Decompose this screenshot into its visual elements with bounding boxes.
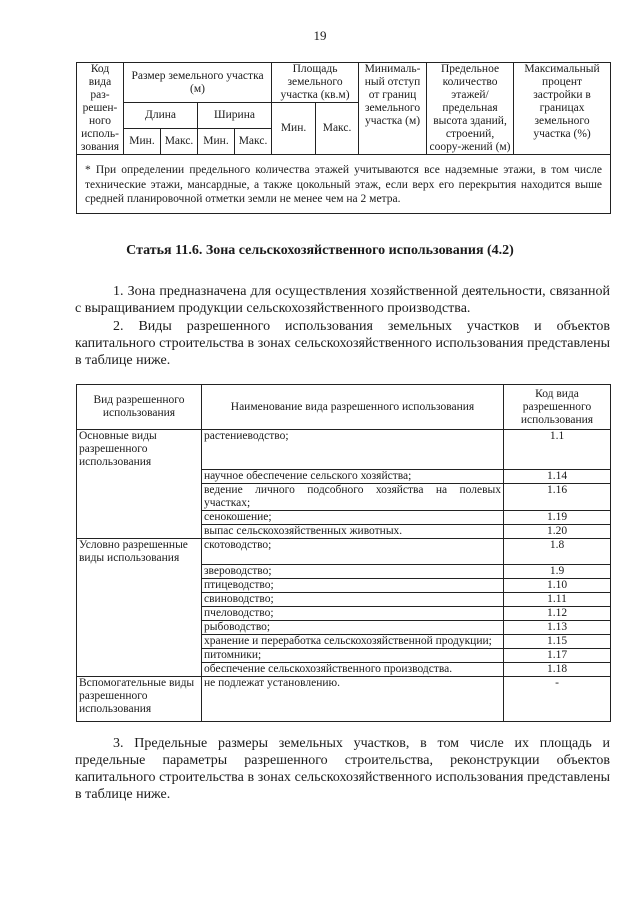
use-code: 1.16 <box>504 483 611 510</box>
width-max-header: Макс. <box>235 129 272 155</box>
use-code: - <box>504 677 611 722</box>
col-area-max-header: Макс. <box>316 103 359 155</box>
use-name: хранение и переработка сельскохозяйственной продукции; <box>202 635 504 649</box>
paragraph-3: 3. Предельные размеры земельных участков, в том числе их площадь и предельные параметры разрешенного строительства, реконструкции объектов капитального строительства в зонах сельскохозяйственного использования представлены в таблице ниже. <box>75 736 610 802</box>
group-cell <box>77 579 202 593</box>
use-name: научное обеспечение сельского хозяйства; <box>202 469 504 483</box>
use-name: пчеловодство; <box>202 607 504 621</box>
use-name: обеспечение сельскохозяйственного производства. <box>202 663 504 677</box>
use-code: 1.15 <box>504 635 611 649</box>
use-name: ведение личного подсобного хозяйства на полевых участках; <box>202 483 504 510</box>
use-code: 1.20 <box>504 524 611 538</box>
use-code: 1.14 <box>504 469 611 483</box>
use-code: 1.18 <box>504 663 611 677</box>
use-name: свиноводство; <box>202 593 504 607</box>
use-name: питомники; <box>202 649 504 663</box>
use-name: рыбоводство; <box>202 621 504 635</box>
width-min-header: Мин. <box>198 129 235 155</box>
col-coverage-header: Максимальный процент застройки в границах земельного участка (%) <box>514 63 611 155</box>
group-cell <box>77 593 202 607</box>
header-use-type: Вид разрешенного использования <box>77 385 202 430</box>
use-code: 1.11 <box>504 593 611 607</box>
paragraph-1: 1. Зона предназначена для осуществления хозяйственной деятельности, связанной с выращиванием продукции сельскохозяйственного производства. <box>75 284 610 316</box>
group-label-main: Основные виды разрешенного использования <box>77 430 202 470</box>
use-name: скотоводство; <box>202 538 504 565</box>
parameters-table <box>76 62 611 214</box>
length-min-header: Мин. <box>124 129 161 155</box>
length-max-header: Макс. <box>161 129 198 155</box>
group-cell <box>77 510 202 524</box>
use-name: растениеводство; <box>202 430 504 470</box>
article-heading: Статья 11.6. Зона сельскохозяйственного использования (4.2) <box>126 243 514 258</box>
use-code: 1.13 <box>504 621 611 635</box>
use-code: 1.10 <box>504 579 611 593</box>
group-cell <box>77 621 202 635</box>
use-code: 1.19 <box>504 510 611 524</box>
group-cell <box>77 483 202 510</box>
paragraph-2: 2. Виды разрешенного использования земельных участков и объектов капитального строительства в зонах сельскохозяйственного использования представлены в таблице ниже. <box>75 319 610 368</box>
col-code-header: Код вида раз-решен-ного исполь-зования <box>77 63 124 155</box>
col-area-header: Площадь земельного участка (кв.м) <box>272 63 359 103</box>
use-name: не подлежат установлению. <box>202 677 504 722</box>
floors-footnote: * При определении предельного количества этажей учитываются все надземные этажи, в том числе технические этажи, мансардные, а также цокольный этаж, если верх его перекрытия находится выше средней планировочной отметки земли не менее чем на 2 метра. <box>77 155 611 214</box>
col-floors-header: Предельное количество этажей/ предельная высота зданий, строений, соору-жений (м) <box>427 63 514 155</box>
group-cell <box>77 524 202 538</box>
col-length-header: Длина <box>124 103 198 129</box>
use-name: сенокошение; <box>202 510 504 524</box>
col-width-header: Ширина <box>198 103 272 129</box>
header-use-name: Наименование вида разрешенного использования <box>202 385 504 430</box>
group-label-conditional: Условно разрешенные виды использования <box>77 538 202 565</box>
page-number: 19 <box>313 28 327 43</box>
use-code: 1.12 <box>504 607 611 621</box>
group-cell <box>77 649 202 663</box>
col-setback-header: Минималь-ный отступ от границ земельного участка (м) <box>359 63 427 155</box>
group-cell <box>77 635 202 649</box>
group-cell <box>77 565 202 579</box>
use-code: 1.1 <box>504 430 611 470</box>
use-name: птицеводство; <box>202 579 504 593</box>
group-cell <box>77 469 202 483</box>
group-cell <box>77 663 202 677</box>
use-code: 1.17 <box>504 649 611 663</box>
col-size-header: Размер земельного участка (м) <box>124 63 272 103</box>
group-label-auxiliary: Вспомогательные виды разрешенного использования <box>77 677 202 722</box>
use-name: звероводство; <box>202 565 504 579</box>
col-area-min-header: Мин. <box>272 103 316 155</box>
permitted-uses-table <box>76 384 611 722</box>
use-code: 1.9 <box>504 565 611 579</box>
group-cell <box>77 607 202 621</box>
use-code: 1.8 <box>504 538 611 565</box>
use-name: выпас сельскохозяйственных животных. <box>202 524 504 538</box>
header-use-code: Код вида разрешенного использования <box>504 385 611 430</box>
